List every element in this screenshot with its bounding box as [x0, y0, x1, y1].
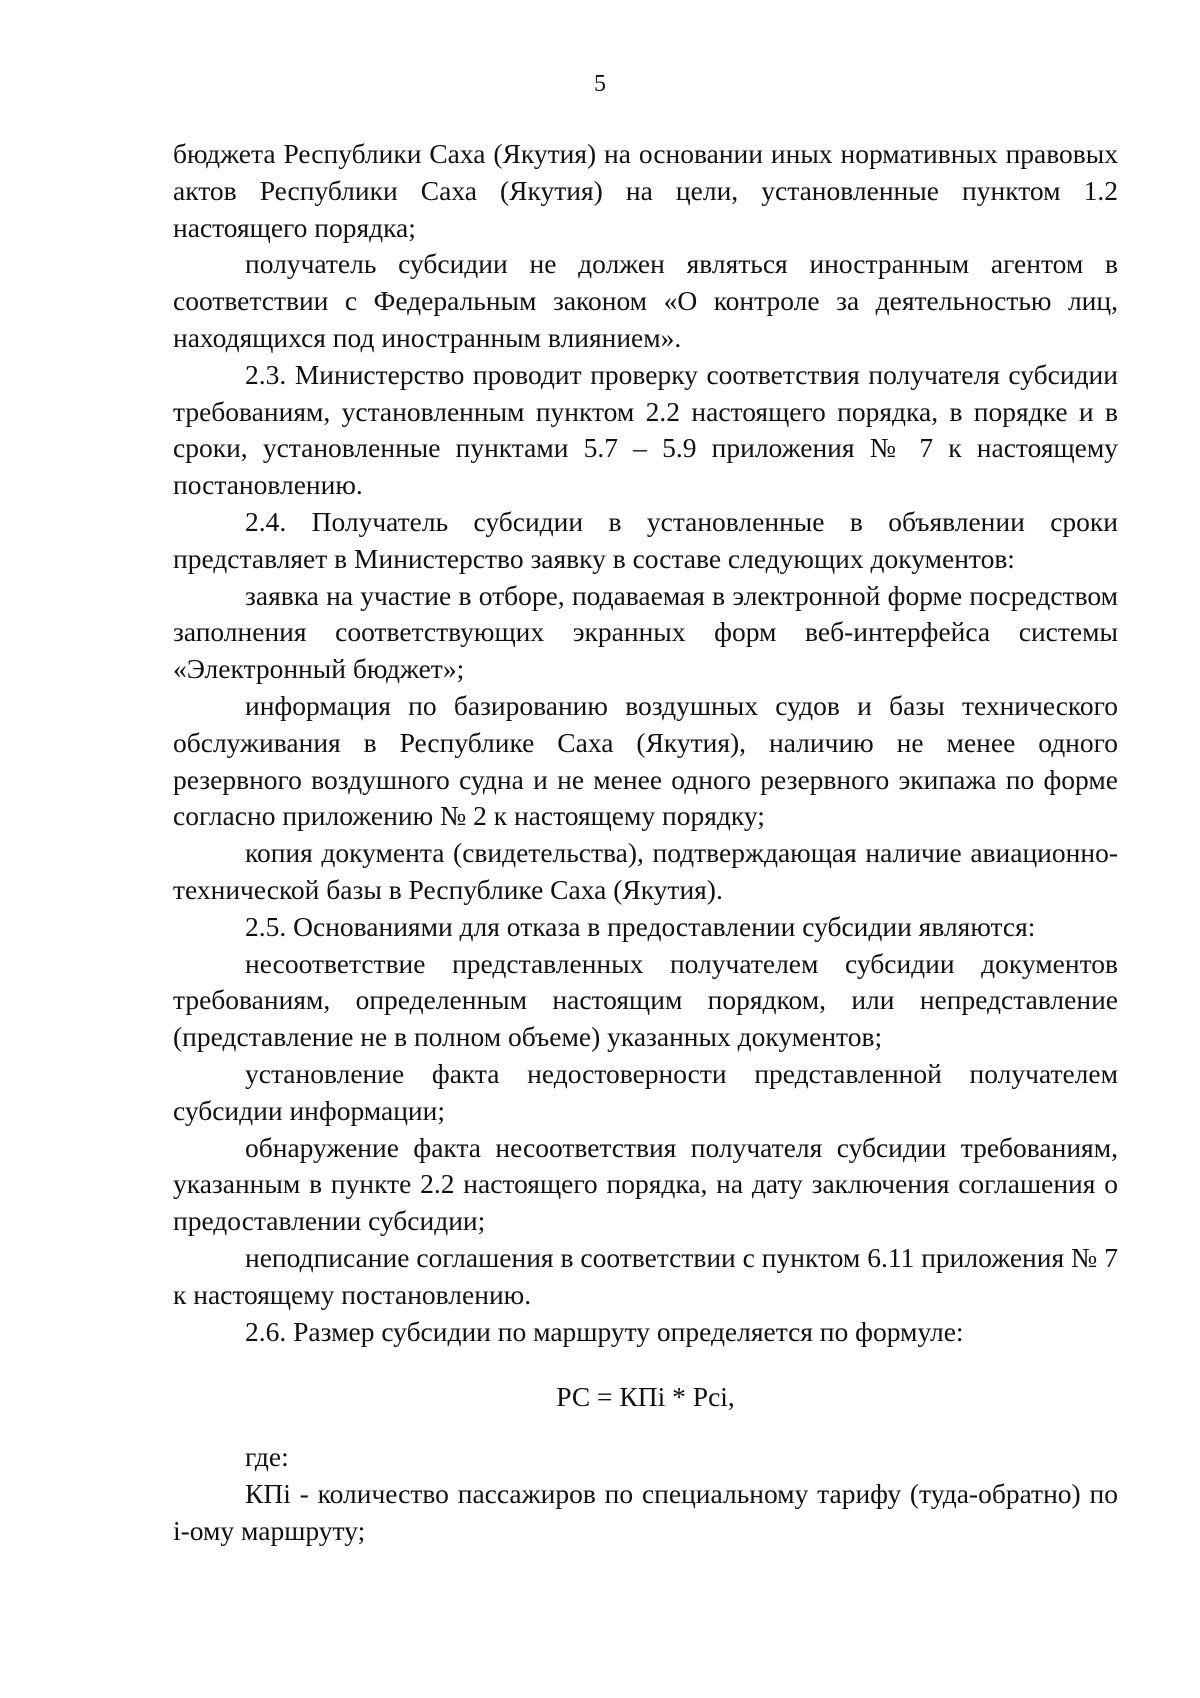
page-number: 5 — [594, 71, 606, 97]
paragraph-budget-continuation: бюджета Республики Саха (Якутия) на основании иных нормативных правовых актов Республики Саха (Якутия) на цели, установленные пунктом 1.2 настоящего порядка; — [173, 138, 1118, 243]
document-body — [173, 136, 1118, 1549]
paragraph-2-3: 2.3. Министерство проводит проверку соответствия получателя субсидии требованиям, установленным пунктом 2.2 настоящего порядка, в порядке и в сроки, установленные пунктами 5.7 – 5.9 приложения № 7 к настоящему постановлению. — [173, 358, 1118, 501]
paragraph-2-5: 2.5. Основаниями для отказа в предоставлении субсидии являются: — [245, 910, 1036, 942]
subsidy-formula: РС = КПi * Рсi, — [556, 1381, 735, 1413]
paragraph-aircraft-info: информация по базированию воздушных судов и базы технического обслуживания в Республике Саха (Якутия), наличию не менее одного резервного воздушного судна и не менее одного резервного экипажа по форме согласно приложению № 2 к настоящему порядку; — [173, 689, 1118, 832]
paragraph-foreign-agent: получатель субсидии не должен являться иностранным агентом в соответствии с Федеральным законом «О контроле за деятельностью лиц, находящихся под иностранным влиянием». — [173, 248, 1118, 353]
paragraph-certificate-copy: копия документа (свидетельства), подтверждающая наличие авиационно-технической базы в Республике Саха (Якутия). — [173, 837, 1118, 905]
paragraph-unsigned-agreement: неподписание соглашения в соответствии с пунктом 6.11 приложения № 7 к настоящему постановлению. — [173, 1241, 1118, 1310]
paragraph-noncompliance-requirements: обнаружение факта несоответствия получателя субсидии требованиям, указанным в пункте 2.2 настоящего порядка, на дату заключения соглашения о предоставлении субсидии; — [173, 1131, 1118, 1237]
paragraph-kpi-definition: КПi - количество пассажиров по специальному тарифу (туда-обратно) по i-ому маршруту; — [173, 1477, 1118, 1546]
paragraph-where: где: — [245, 1441, 289, 1473]
paragraph-noncompliance-docs: несоответствие представленных получателем субсидии документов требованиям, определенным настоящим порядком, или непредставление (представление не в полном объеме) указанных документов; — [173, 947, 1118, 1053]
paragraph-2-6: 2.6. Размер субсидии по маршруту определяется по формуле: — [245, 1315, 964, 1347]
paragraph-application: заявка на участие в отборе, подаваемая в электронной форме посредством заполнения соответствующих экранных форм веб-интерфейса системы «Электронный бюджет»; — [173, 579, 1118, 685]
paragraph-2-4: 2.4. Получатель субсидии в установленные в объявлении сроки представляет в Министерство заявку в составе следующих документов: — [173, 505, 1118, 574]
paragraph-unreliable-info: установление факта недостоверности представленной получателем субсидии информации; — [173, 1057, 1118, 1126]
